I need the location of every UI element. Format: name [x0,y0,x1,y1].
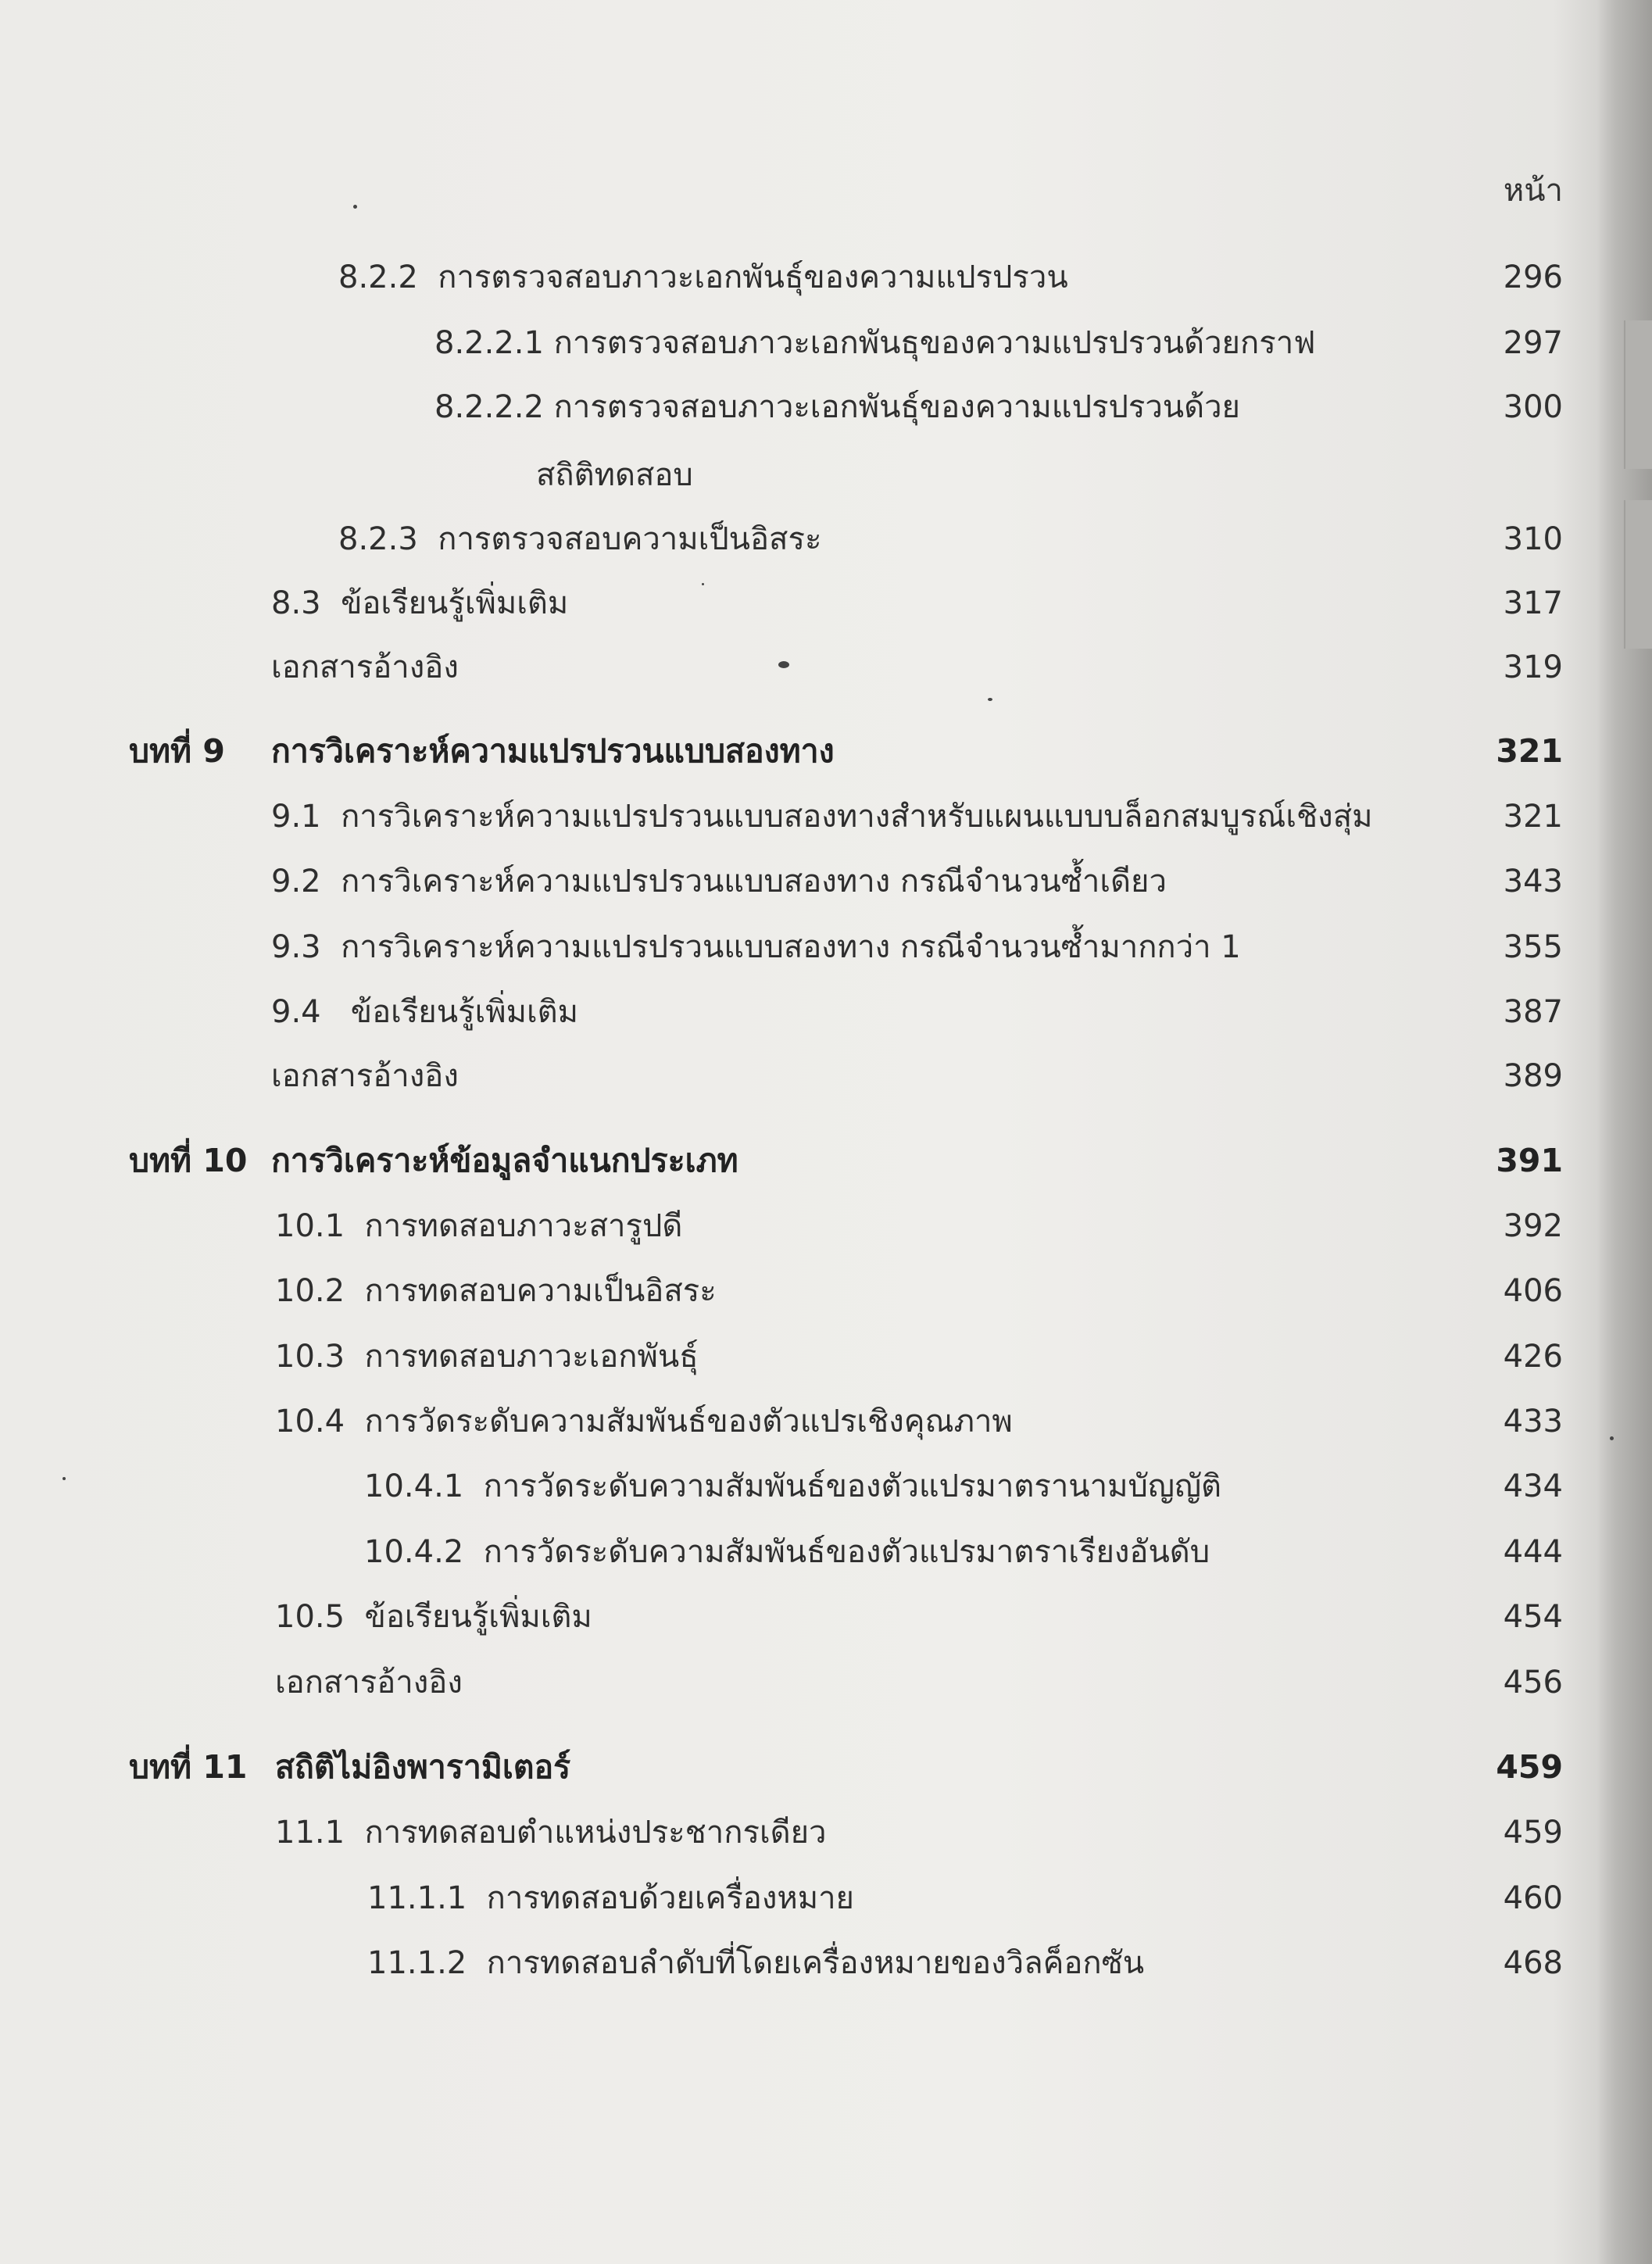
entry-page: 433 [1503,1404,1563,1440]
toc-entry [0,316,1652,370]
toc-entry-text [271,789,1372,844]
scan-speck [778,661,789,668]
entry-page: 392 [1503,1208,1563,1244]
entry-page: 387 [1503,994,1563,1030]
entry-page: 391 [1496,1142,1563,1179]
entry-title: การทดสอบลำดับที่โดยเครื่องหมายของวิลค็อกซัน [486,1945,1145,1981]
toc-entry-text [275,1264,717,1318]
entry-title: ข้อเรียนรู้เพิ่มเติม [341,585,569,621]
entry-page: 468 [1503,1945,1563,1981]
toc-entry [0,1264,1652,1318]
entry-page: 434 [1503,1468,1563,1504]
toc-entry [0,854,1652,909]
toc-entry-text [364,1525,1210,1579]
toc-entry [0,1590,1652,1644]
entry-page: 355 [1503,929,1563,965]
toc-entry [0,1199,1652,1254]
toc-entry [0,250,1652,305]
toc-entry [0,920,1652,975]
entry-number: 9.1 [271,799,321,835]
entry-title: การวัดระดับความสัมพันธ์ของตัวแปรมาตรานามบัญญัติ [483,1468,1222,1504]
toc-entry [0,1655,1652,1710]
entry-number: 9.3 [271,929,321,965]
chapter-number: บทที่ 10 [129,1142,248,1179]
toc-entry [0,1459,1652,1514]
chapter-title: การวิเคราะห์ความแปรปรวนแบบสองทาง [271,732,835,770]
entry-number: 11.1.1 [367,1880,467,1916]
page-column-header: หน้า [1503,173,1563,209]
toc-entry-text [364,1459,1221,1514]
toc-entry [0,512,1652,567]
chapter-number: บทที่ 9 [129,732,225,770]
toc-entry [0,1329,1652,1384]
entry-title: เอกสารอ้างอิง [271,649,459,685]
entry-page: 444 [1503,1534,1563,1570]
toc-chapter-entry [0,1740,1652,1794]
toc-entry-text [434,316,1315,370]
entry-title: การทดสอบภาวะเอกพันธุ์ [364,1339,699,1375]
toc-entry-text [275,1329,699,1384]
entry-title: การทดสอบความเป็นอิสระ [364,1273,717,1309]
chapter-title: การวิเคราะห์ข้อมูลจำแนกประเภท [271,1142,738,1179]
entry-number: 10.4.2 [364,1534,464,1570]
entry-page: 459 [1503,1815,1563,1851]
toc-chapter-entry [0,724,1652,778]
entry-page: 296 [1503,259,1563,295]
toc-entry [0,1936,1652,1990]
toc-entry [0,985,1652,1039]
toc-entry-text [275,1590,592,1644]
entry-title: การทดสอบด้วยเครื่องหมาย [486,1880,854,1916]
entry-page: 300 [1503,389,1563,425]
entry-page: 343 [1503,864,1563,900]
toc-entry-text [271,854,1167,909]
entry-number: 10.4.1 [364,1468,464,1504]
entry-title: การวัดระดับความสัมพันธ์ของตัวแปรมาตราเรียงอันดับ [483,1534,1210,1570]
entry-number: 10.2 [275,1273,345,1309]
toc-entry-text [367,1936,1144,1990]
toc-entry-text [338,512,821,567]
toc-entry [0,1394,1652,1449]
toc-entry [0,640,1652,695]
entry-title: การทดสอบตำแหน่งประชากรเดียว [364,1815,827,1851]
toc-entry-text [271,985,578,1039]
scan-speck [1610,1436,1614,1440]
chapter-number: บทที่ 11 [129,1748,248,1786]
entry-number: 10.5 [275,1599,345,1635]
toc-entry-text [271,920,1241,975]
toc-entry [0,789,1652,844]
toc-entry-text [275,1394,1013,1449]
toc-entry-text [275,1805,827,1860]
entry-title: เอกสารอ้างอิง [275,1665,463,1701]
entry-title: ข้อเรียนรู้เพิ่มเติม [364,1599,592,1635]
entry-page: 321 [1496,732,1563,770]
toc-entry-text [434,380,1240,435]
entry-title-continuation: สถิติทดสอบ [536,457,693,493]
entry-number: 11.1.2 [367,1945,467,1981]
toc-entry-text [271,576,568,631]
entry-page: 297 [1503,325,1563,361]
toc-entry-text [275,1199,682,1254]
scan-speck [63,1477,66,1480]
entry-page: 321 [1503,799,1563,835]
entry-page: 389 [1503,1058,1563,1094]
entry-title: การตรวจสอบภาวะเอกพันธุของความแปรปรวนด้วยกราฟ [553,325,1316,361]
entry-title: การตรวจสอบภาวะเอกพันธุ์ของความแปรปรวนด้วย [553,389,1240,425]
entry-number: 10.1 [275,1208,345,1244]
entry-page: 310 [1503,521,1563,557]
toc-entry-text [367,1871,854,1926]
entry-number: 10.4 [275,1404,345,1440]
entry-title: การวัดระดับความสัมพันธ์ของตัวแปรเชิงคุณภาพ [364,1404,1013,1440]
entry-page: 426 [1503,1339,1563,1375]
entry-title: การทดสอบภาวะสารูปดี [364,1208,683,1244]
entry-title: ข้อเรียนรู้เพิ่มเติม [350,994,578,1030]
entry-page: 459 [1496,1748,1563,1786]
entry-number: 10.3 [275,1339,345,1375]
entry-number: 8.2.2.1 [434,325,544,361]
toc-entry [0,576,1652,631]
chapter-title: สถิติไม่อิงพารามิเตอร์ [275,1748,571,1786]
entry-page: 406 [1503,1273,1563,1309]
entry-title: เอกสารอ้างอิง [271,1058,459,1094]
entry-number: 8.2.3 [338,521,418,557]
toc-entry [0,1049,1652,1103]
toc-entry [0,1805,1652,1860]
entry-number: 9.4 [271,994,321,1030]
entry-number: 8.2.2.2 [434,389,544,425]
entry-title: การตรวจสอบความเป็นอิสระ [438,521,822,557]
toc-chapter-entry [0,1133,1652,1188]
entry-number: 8.2.2 [338,259,418,295]
entry-number: 9.2 [271,864,321,900]
toc-entry [0,1525,1652,1579]
entry-title: การวิเคราะห์ความแปรปรวนแบบสองทาง กรณีจำนวนซ้ำเดียว [341,864,1167,900]
entry-title: การวิเคราะห์ความแปรปรวนแบบสองทางสำหรับแผนแบบบล็อกสมบูรณ์เชิงสุ่ม [341,799,1373,835]
toc-entry [0,380,1652,435]
entry-title: การวิเคราะห์ความแปรปรวนแบบสองทาง กรณีจำนวนซ้ำมากกว่า 1 [341,929,1241,965]
scan-speck [353,205,357,209]
scan-speck [702,583,704,585]
toc-entry [0,1871,1652,1926]
entry-page: 454 [1503,1599,1563,1635]
toc-entry-text [338,250,1068,305]
entry-page: 317 [1503,585,1563,621]
entry-number: 8.3 [271,585,321,621]
entry-page: 460 [1503,1880,1563,1916]
entry-number: 11.1 [275,1815,345,1851]
scan-speck [988,698,992,701]
entry-title: การตรวจสอบภาวะเอกพันธุ์ของความแปรปรวน [438,259,1068,295]
entry-page: 456 [1503,1665,1563,1701]
entry-page: 319 [1503,649,1563,685]
